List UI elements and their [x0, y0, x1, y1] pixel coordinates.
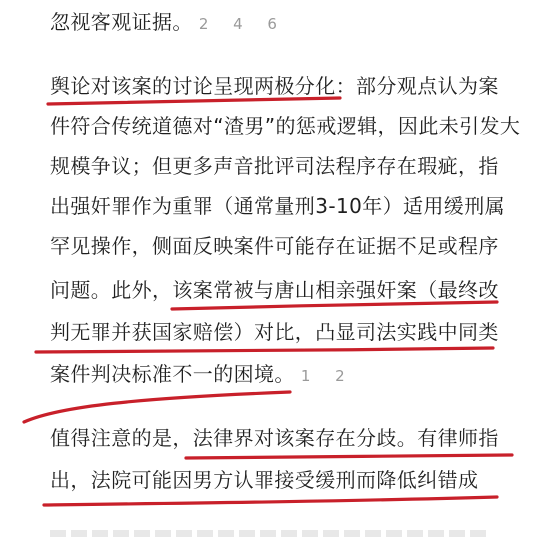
paragraph-1-line-1 — [50, 8, 287, 38]
cutoff-next-line — [50, 526, 490, 537]
underline-stroke-3 — [36, 348, 493, 352]
paragraph-2-last-text: 案件判决标准不一的困境。 — [50, 362, 295, 386]
paragraph-2-line-8 — [50, 360, 355, 390]
paragraph-2-line-1: 舆论对该案的讨论呈现两极分化：部分观点认为案 — [50, 74, 499, 98]
citation-refs-1[interactable]: 2 4 6 — [198, 15, 287, 33]
paragraph-2-line-3: 规模争议；但更多声音批评司法程序存在瑕疵，指 — [50, 154, 499, 178]
underline-stroke-6 — [44, 497, 497, 505]
citation-refs-2[interactable]: 1 2 — [300, 367, 355, 385]
paragraph-2-line-6: 问题。此外，该案常被与唐山相亲强奸案（最终改 — [50, 278, 499, 302]
paragraph-2-line-5: 罕见操作，侧面反映案件可能存在证据不足或程序 — [50, 234, 499, 258]
underline-stroke-5 — [186, 455, 512, 458]
paragraph-2-line-4: 出强奸罪作为重罪（通常量刑3-10年）适用缓刑属 — [50, 194, 505, 218]
paragraph-3-line-2: 出，法院可能因男方认罪接受缓刑而降低纠错成 — [50, 468, 479, 492]
paragraph-2-line-7: 判无罪并获国家赔偿）对比，凸显司法实践中同类 — [50, 320, 499, 344]
paragraph-1-text: 忽视客观证据。 — [50, 10, 193, 34]
underline-stroke-4 — [24, 392, 290, 422]
paragraph-3-line-1: 值得注意的是，法律界对该案存在分歧。有律师指 — [50, 426, 499, 450]
paragraph-2-line-2: 件符合传统道德对“渣男”的惩戒逻辑，因此未引发大 — [50, 114, 521, 138]
